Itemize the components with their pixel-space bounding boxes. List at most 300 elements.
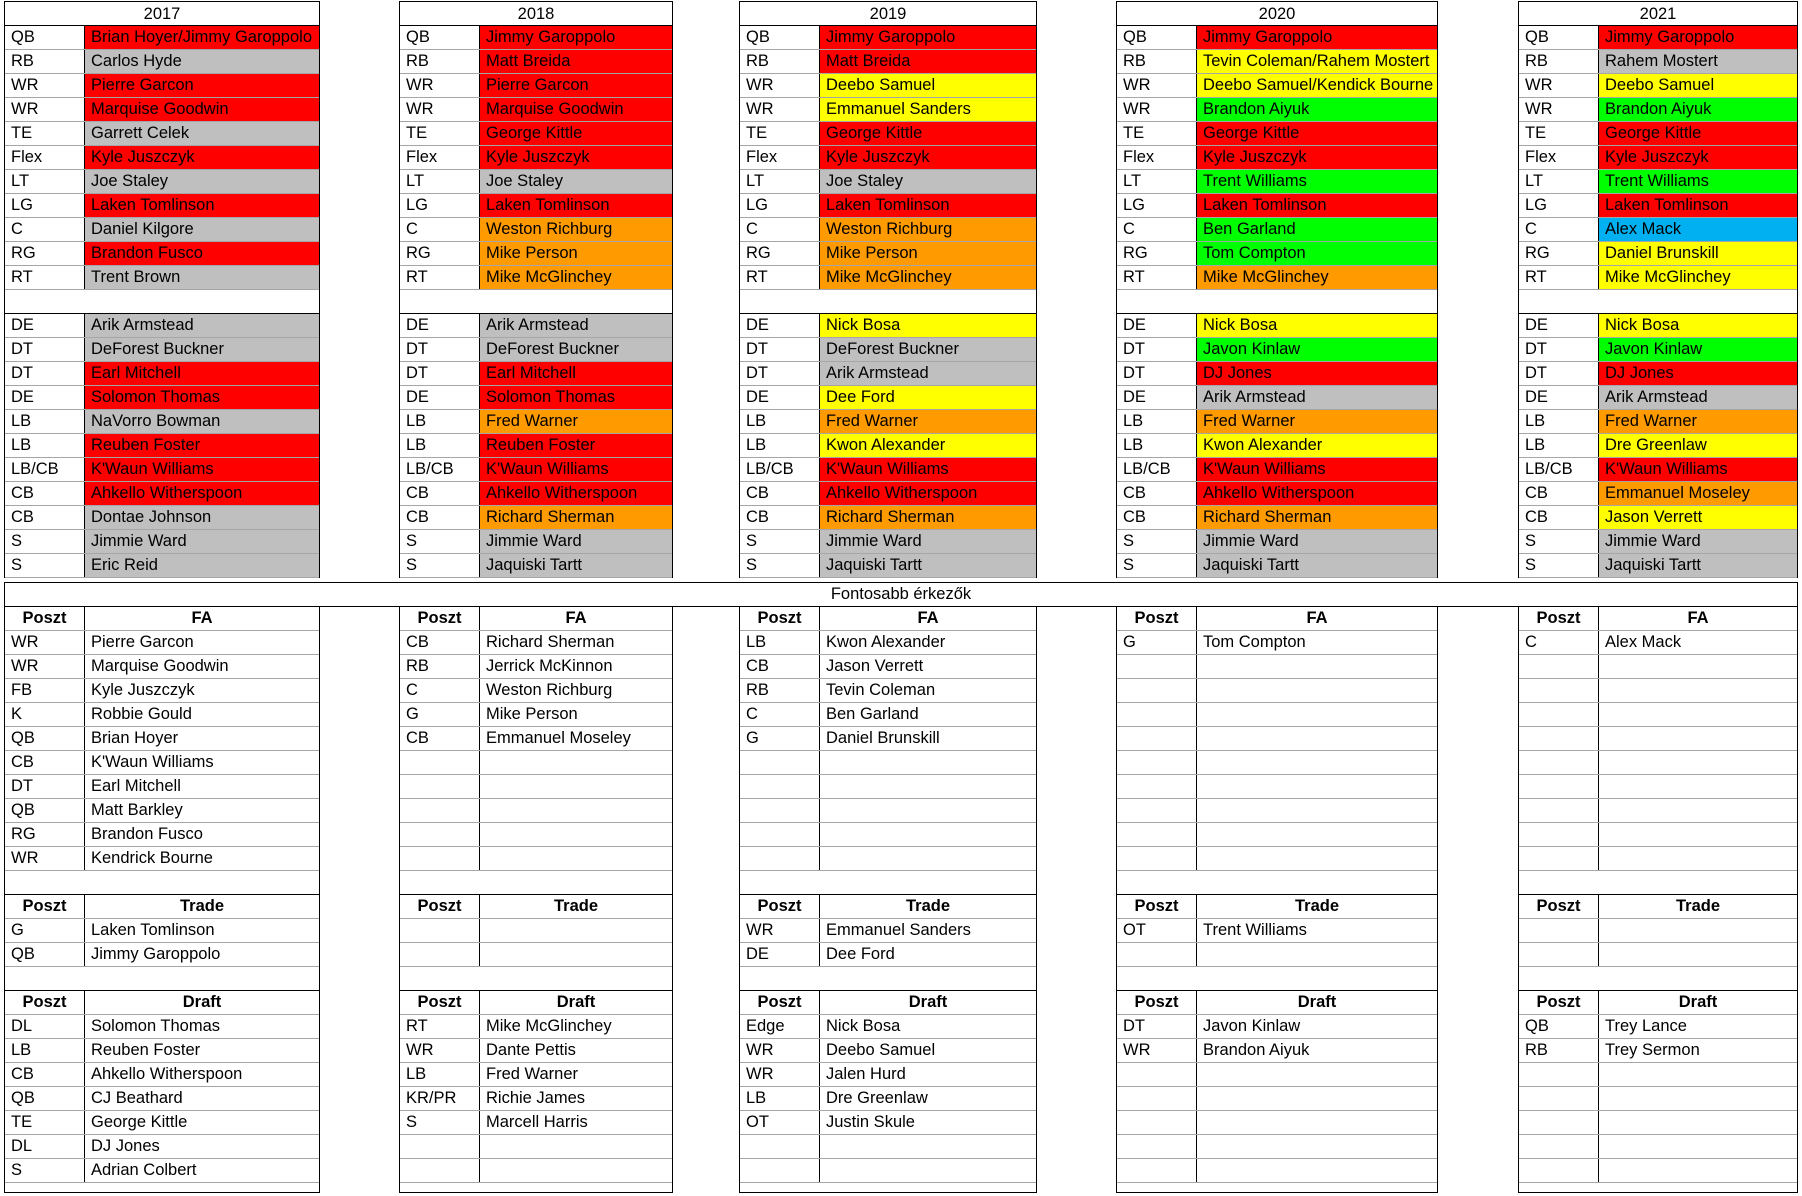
player-cell[interactable] (1599, 1087, 1797, 1110)
player-cell[interactable]: Trey Lance (1605, 1017, 1687, 1035)
position-cell[interactable]: S (5, 554, 85, 577)
player-cell[interactable]: Mike McGlinchey (486, 1017, 612, 1035)
position-cell[interactable]: FB (5, 679, 85, 702)
player-cell[interactable]: Ahkello Witherspoon (1197, 482, 1437, 505)
position-cell[interactable]: LT (1117, 170, 1197, 193)
position-cell[interactable]: WR (1117, 98, 1197, 121)
position-cell[interactable]: DT (5, 362, 85, 385)
player-cell[interactable]: Ben Garland (826, 705, 919, 723)
player-cell[interactable]: Kwon Alexander (820, 434, 1036, 457)
position-cell[interactable] (1117, 775, 1197, 798)
player-cell[interactable]: Trent Williams (1599, 170, 1797, 193)
position-cell[interactable] (1519, 943, 1599, 966)
position-cell[interactable]: CB (400, 482, 480, 505)
position-cell[interactable]: RB (5, 50, 85, 73)
player-cell[interactable] (1197, 943, 1437, 966)
player-cell[interactable]: Richard Sherman (486, 633, 615, 651)
position-cell[interactable]: DL (5, 1135, 85, 1158)
position-cell[interactable]: LB/CB (740, 458, 820, 481)
player-cell[interactable]: Joe Staley (820, 170, 1036, 193)
position-cell[interactable]: DT (1117, 1015, 1197, 1038)
position-cell[interactable] (740, 1159, 820, 1182)
position-cell[interactable]: WR (740, 919, 820, 942)
position-cell[interactable] (1117, 847, 1197, 870)
position-cell[interactable] (1519, 1159, 1599, 1182)
player-cell[interactable]: Tom Compton (1197, 242, 1437, 265)
player-cell[interactable]: Jaquiski Tartt (480, 554, 672, 577)
player-cell[interactable]: Richie James (486, 1089, 586, 1107)
position-cell[interactable]: CB (1519, 506, 1599, 529)
position-cell[interactable] (400, 1135, 480, 1158)
position-cell[interactable] (740, 799, 820, 822)
position-cell[interactable]: WR (400, 1039, 480, 1062)
position-cell[interactable]: Flex (740, 146, 820, 169)
player-cell[interactable]: Arik Armstead (1197, 386, 1437, 409)
position-cell[interactable]: DE (5, 314, 85, 337)
position-cell[interactable]: OT (740, 1111, 820, 1134)
position-cell[interactable]: Flex (400, 146, 480, 169)
player-cell[interactable]: Deebo Samuel (820, 74, 1036, 97)
player-cell[interactable]: Dee Ford (826, 945, 895, 963)
position-cell[interactable] (400, 919, 480, 942)
player-cell[interactable]: Richard Sherman (480, 506, 672, 529)
player-cell[interactable]: Jimmie Ward (480, 530, 672, 553)
player-cell[interactable] (480, 943, 672, 966)
position-cell[interactable]: RB (1117, 50, 1197, 73)
position-cell[interactable] (1519, 1111, 1599, 1134)
position-cell[interactable]: DE (740, 314, 820, 337)
player-cell[interactable] (1197, 727, 1437, 750)
position-cell[interactable]: DE (1117, 314, 1197, 337)
player-cell[interactable]: Jimmy Garoppolo (1197, 26, 1437, 49)
player-cell[interactable]: Kendrick Bourne (91, 849, 213, 867)
player-cell[interactable]: Kyle Juszczyk (1599, 146, 1797, 169)
player-cell[interactable]: Mike Person (486, 705, 578, 723)
position-cell[interactable]: LB (740, 410, 820, 433)
player-cell[interactable]: K'Waun Williams (85, 458, 319, 481)
player-cell[interactable]: Solomon Thomas (85, 386, 319, 409)
player-cell[interactable]: Brandon Aiyuk (1599, 98, 1797, 121)
player-cell[interactable]: Mike McGlinchey (820, 266, 1036, 289)
player-cell[interactable]: Mike Person (480, 242, 672, 265)
position-cell[interactable]: S (400, 1111, 480, 1134)
position-cell[interactable]: DE (1519, 386, 1599, 409)
player-cell[interactable] (1197, 799, 1437, 822)
player-cell[interactable]: Tevin Coleman/Rahem Mostert (1197, 50, 1437, 73)
position-cell[interactable]: RG (1519, 242, 1599, 265)
player-cell[interactable] (820, 751, 1036, 774)
player-cell[interactable]: Marquise Goodwin (91, 657, 229, 675)
position-cell[interactable] (1117, 655, 1197, 678)
position-cell[interactable]: DE (400, 386, 480, 409)
position-cell[interactable]: Edge (740, 1015, 820, 1038)
player-cell[interactable]: Nick Bosa (1599, 314, 1797, 337)
player-cell[interactable]: Jason Verrett (826, 657, 924, 675)
player-cell[interactable]: Robbie Gould (91, 705, 192, 723)
position-cell[interactable]: LB (1117, 434, 1197, 457)
position-cell[interactable]: DT (400, 338, 480, 361)
position-cell[interactable]: RB (740, 679, 820, 702)
player-cell[interactable]: Jimmie Ward (1599, 530, 1797, 553)
player-cell[interactable]: Nick Bosa (820, 314, 1036, 337)
position-cell[interactable]: C (400, 679, 480, 702)
position-cell[interactable] (400, 775, 480, 798)
position-cell[interactable]: CB (5, 751, 85, 774)
player-cell[interactable]: DJ Jones (1197, 362, 1437, 385)
player-cell[interactable]: Earl Mitchell (91, 777, 181, 795)
position-cell[interactable]: LB (5, 410, 85, 433)
player-cell[interactable]: Brian Hoyer (91, 729, 179, 747)
position-cell[interactable]: RB (1519, 50, 1599, 73)
player-cell[interactable]: Eric Reid (85, 554, 319, 577)
player-cell[interactable]: Jaquiski Tartt (1197, 554, 1437, 577)
player-cell[interactable] (1599, 775, 1797, 798)
position-cell[interactable]: K (5, 703, 85, 726)
player-cell[interactable]: Emmanuel Sanders (820, 98, 1036, 121)
player-cell[interactable] (1197, 679, 1437, 702)
player-cell[interactable]: Arik Armstead (85, 314, 319, 337)
position-cell[interactable]: WR (1519, 74, 1599, 97)
position-cell[interactable] (400, 823, 480, 846)
player-cell[interactable] (1599, 943, 1797, 966)
position-cell[interactable]: TE (400, 122, 480, 145)
player-cell[interactable]: K'Waun Williams (1599, 458, 1797, 481)
player-cell[interactable]: K'Waun Williams (91, 753, 214, 771)
position-cell[interactable]: LB (740, 1087, 820, 1110)
player-cell[interactable]: Trey Sermon (1605, 1041, 1700, 1059)
position-cell[interactable]: RT (5, 266, 85, 289)
position-cell[interactable]: KR/PR (400, 1087, 480, 1110)
player-cell[interactable]: Mike McGlinchey (1197, 266, 1437, 289)
player-cell[interactable]: Alex Mack (1599, 218, 1797, 241)
position-cell[interactable]: RB (1519, 1039, 1599, 1062)
player-cell[interactable] (1599, 1135, 1797, 1158)
player-cell[interactable]: Dre Greenlaw (826, 1089, 928, 1107)
position-cell[interactable]: WR (5, 74, 85, 97)
player-cell[interactable]: Nick Bosa (1197, 314, 1437, 337)
player-cell[interactable] (1197, 847, 1437, 870)
player-cell[interactable]: NaVorro Bowman (85, 410, 319, 433)
position-cell[interactable] (1117, 727, 1197, 750)
position-cell[interactable]: C (1117, 218, 1197, 241)
position-cell[interactable]: RG (5, 242, 85, 265)
position-cell[interactable]: S (1117, 554, 1197, 577)
position-cell[interactable]: CB (1117, 482, 1197, 505)
player-cell[interactable]: Deebo Samuel (1599, 74, 1797, 97)
player-cell[interactable]: Richard Sherman (820, 506, 1036, 529)
player-cell[interactable]: Tevin Coleman (826, 681, 936, 699)
position-cell[interactable]: CB (5, 1063, 85, 1086)
player-cell[interactable]: Pierre Garcon (480, 74, 672, 97)
player-cell[interactable]: Matt Breida (480, 50, 672, 73)
position-cell[interactable] (740, 775, 820, 798)
player-cell[interactable]: Solomon Thomas (480, 386, 672, 409)
position-cell[interactable]: CB (740, 482, 820, 505)
position-cell[interactable]: LB (1519, 410, 1599, 433)
position-cell[interactable] (1519, 1063, 1599, 1086)
player-cell[interactable]: Jaquiski Tartt (820, 554, 1036, 577)
player-cell[interactable]: Pierre Garcon (85, 74, 319, 97)
player-cell[interactable]: Fred Warner (486, 1065, 578, 1083)
player-cell[interactable]: Rahem Mostert (1599, 50, 1797, 73)
position-cell[interactable] (1519, 679, 1599, 702)
position-cell[interactable]: RB (400, 655, 480, 678)
player-cell[interactable]: Joe Staley (85, 170, 319, 193)
player-cell[interactable]: Kyle Juszczyk (91, 681, 195, 699)
player-cell[interactable] (820, 847, 1036, 870)
position-cell[interactable] (1519, 823, 1599, 846)
position-cell[interactable]: QB (1519, 1015, 1599, 1038)
player-cell[interactable]: Jimmie Ward (820, 530, 1036, 553)
player-cell[interactable]: Reuben Foster (85, 434, 319, 457)
player-cell[interactable]: Kwon Alexander (1197, 434, 1437, 457)
position-cell[interactable]: WR (1117, 74, 1197, 97)
position-cell[interactable]: DE (400, 314, 480, 337)
player-cell[interactable]: Javon Kinlaw (1197, 338, 1437, 361)
position-cell[interactable] (1519, 1087, 1599, 1110)
player-cell[interactable]: Laken Tomlinson (1599, 194, 1797, 217)
position-cell[interactable] (740, 847, 820, 870)
position-cell[interactable]: DT (400, 362, 480, 385)
player-cell[interactable]: Matt Barkley (91, 801, 183, 819)
player-cell[interactable]: George Kittle (91, 1113, 188, 1131)
position-cell[interactable]: LB (5, 434, 85, 457)
position-cell[interactable]: Flex (1519, 146, 1599, 169)
position-cell[interactable]: LB (1519, 434, 1599, 457)
player-cell[interactable] (1197, 1159, 1437, 1182)
position-cell[interactable] (400, 943, 480, 966)
position-cell[interactable]: C (400, 218, 480, 241)
player-cell[interactable]: Deebo Samuel/Kendick Bourne (1197, 74, 1437, 97)
position-cell[interactable]: C (1519, 631, 1599, 654)
position-cell[interactable]: S (1117, 530, 1197, 553)
position-cell[interactable]: RG (5, 823, 85, 846)
player-cell[interactable]: Brandon Fusco (91, 825, 203, 843)
position-cell[interactable] (1117, 1159, 1197, 1182)
position-cell[interactable]: LB (400, 434, 480, 457)
position-cell[interactable]: RT (400, 266, 480, 289)
player-cell[interactable]: Laken Tomlinson (85, 194, 319, 217)
player-cell[interactable]: Javon Kinlaw (1203, 1017, 1301, 1035)
player-cell[interactable]: Jimmy Garoppolo (480, 26, 672, 49)
player-cell[interactable]: Jaquiski Tartt (1599, 554, 1797, 577)
player-cell[interactable] (820, 823, 1036, 846)
player-cell[interactable]: Marquise Goodwin (480, 98, 672, 121)
position-cell[interactable] (1519, 703, 1599, 726)
player-cell[interactable]: Fred Warner (820, 410, 1036, 433)
player-cell[interactable]: Ahkello Witherspoon (91, 1065, 243, 1083)
player-cell[interactable] (1197, 703, 1437, 726)
player-cell[interactable]: Weston Richburg (480, 218, 672, 241)
player-cell[interactable]: Marcell Harris (486, 1113, 588, 1131)
position-cell[interactable]: DE (5, 386, 85, 409)
position-cell[interactable]: WR (5, 655, 85, 678)
player-cell[interactable] (480, 847, 672, 870)
position-cell[interactable] (1519, 751, 1599, 774)
position-cell[interactable]: LB/CB (400, 458, 480, 481)
position-cell[interactable] (1117, 1135, 1197, 1158)
position-cell[interactable]: TE (740, 122, 820, 145)
player-cell[interactable]: Emmanuel Moseley (1599, 482, 1797, 505)
position-cell[interactable] (1117, 1063, 1197, 1086)
position-cell[interactable]: LT (1519, 170, 1599, 193)
position-cell[interactable]: DT (5, 775, 85, 798)
position-cell[interactable]: QB (1117, 26, 1197, 49)
player-cell[interactable] (1599, 823, 1797, 846)
position-cell[interactable] (1519, 799, 1599, 822)
position-cell[interactable]: WR (400, 74, 480, 97)
position-cell[interactable]: S (400, 530, 480, 553)
position-cell[interactable]: LG (400, 194, 480, 217)
position-cell[interactable]: DT (1117, 338, 1197, 361)
position-cell[interactable]: DE (740, 386, 820, 409)
position-cell[interactable]: WR (740, 74, 820, 97)
position-cell[interactable]: TE (5, 1111, 85, 1134)
player-cell[interactable]: Ben Garland (1197, 218, 1437, 241)
player-cell[interactable]: Trent Williams (1203, 921, 1307, 939)
player-cell[interactable]: DJ Jones (91, 1137, 160, 1155)
player-cell[interactable]: DeForest Buckner (820, 338, 1036, 361)
player-cell[interactable]: Arik Armstead (820, 362, 1036, 385)
player-cell[interactable]: Daniel Kilgore (85, 218, 319, 241)
player-cell[interactable] (1599, 1159, 1797, 1182)
position-cell[interactable] (1117, 679, 1197, 702)
player-cell[interactable] (480, 1135, 672, 1158)
position-cell[interactable]: G (5, 919, 85, 942)
position-cell[interactable]: RT (740, 266, 820, 289)
position-cell[interactable] (740, 823, 820, 846)
player-cell[interactable]: Jerrick McKinnon (486, 657, 613, 675)
position-cell[interactable]: C (1519, 218, 1599, 241)
position-cell[interactable]: LB (400, 1063, 480, 1086)
player-cell[interactable]: K'Waun Williams (820, 458, 1036, 481)
position-cell[interactable] (400, 1159, 480, 1182)
position-cell[interactable]: RB (400, 50, 480, 73)
player-cell[interactable]: Jimmy Garoppolo (91, 945, 221, 963)
player-cell[interactable] (1197, 655, 1437, 678)
player-cell[interactable]: Brandon Aiyuk (1203, 1041, 1310, 1059)
player-cell[interactable] (820, 1135, 1036, 1158)
player-cell[interactable] (820, 775, 1036, 798)
position-cell[interactable]: TE (5, 122, 85, 145)
position-cell[interactable]: OT (1117, 919, 1197, 942)
position-cell[interactable]: QB (5, 26, 85, 49)
player-cell[interactable]: Arik Armstead (480, 314, 672, 337)
player-cell[interactable]: George Kittle (480, 122, 672, 145)
player-cell[interactable]: Mike Person (820, 242, 1036, 265)
player-cell[interactable]: Deebo Samuel (826, 1041, 936, 1059)
position-cell[interactable]: LT (740, 170, 820, 193)
position-cell[interactable]: QB (5, 799, 85, 822)
player-cell[interactable]: DeForest Buckner (85, 338, 319, 361)
player-cell[interactable] (1599, 1111, 1797, 1134)
player-cell[interactable] (480, 919, 672, 942)
player-cell[interactable]: Jimmy Garoppolo (820, 26, 1036, 49)
player-cell[interactable]: Mike McGlinchey (480, 266, 672, 289)
position-cell[interactable] (1117, 823, 1197, 846)
position-cell[interactable]: WR (740, 1063, 820, 1086)
position-cell[interactable]: RT (1117, 266, 1197, 289)
player-cell[interactable]: Carlos Hyde (85, 50, 319, 73)
position-cell[interactable]: RG (740, 242, 820, 265)
position-cell[interactable]: CB (5, 482, 85, 505)
player-cell[interactable]: Jimmie Ward (1197, 530, 1437, 553)
position-cell[interactable]: QB (5, 1087, 85, 1110)
position-cell[interactable]: S (1519, 530, 1599, 553)
position-cell[interactable] (1519, 655, 1599, 678)
player-cell[interactable] (1599, 679, 1797, 702)
player-cell[interactable]: Arik Armstead (1599, 386, 1797, 409)
player-cell[interactable]: Garrett Celek (85, 122, 319, 145)
position-cell[interactable]: S (740, 554, 820, 577)
position-cell[interactable]: LB (5, 1039, 85, 1062)
player-cell[interactable]: Dante Pettis (486, 1041, 576, 1059)
position-cell[interactable]: Flex (1117, 146, 1197, 169)
position-cell[interactable]: TE (1117, 122, 1197, 145)
player-cell[interactable]: Brandon Fusco (85, 242, 319, 265)
player-cell[interactable]: Trent Brown (85, 266, 319, 289)
position-cell[interactable] (740, 751, 820, 774)
player-cell[interactable]: Mike McGlinchey (1599, 266, 1797, 289)
position-cell[interactable] (1117, 1087, 1197, 1110)
position-cell[interactable]: S (400, 554, 480, 577)
player-cell[interactable]: Ahkello Witherspoon (85, 482, 319, 505)
position-cell[interactable] (1117, 703, 1197, 726)
position-cell[interactable]: S (5, 530, 85, 553)
player-cell[interactable]: Kyle Juszczyk (85, 146, 319, 169)
player-cell[interactable]: Marquise Goodwin (85, 98, 319, 121)
player-cell[interactable] (1599, 1063, 1797, 1086)
player-cell[interactable]: CJ Beathard (91, 1089, 183, 1107)
player-cell[interactable]: K'Waun Williams (1197, 458, 1437, 481)
position-cell[interactable]: CB (1519, 482, 1599, 505)
player-cell[interactable]: Kyle Juszczyk (820, 146, 1036, 169)
player-cell[interactable]: Emmanuel Sanders (826, 921, 971, 939)
player-cell[interactable]: Dee Ford (820, 386, 1036, 409)
position-cell[interactable]: CB (740, 655, 820, 678)
position-cell[interactable]: QB (1519, 26, 1599, 49)
player-cell[interactable]: Earl Mitchell (480, 362, 672, 385)
player-cell[interactable] (820, 799, 1036, 822)
player-cell[interactable]: Richard Sherman (1197, 506, 1437, 529)
position-cell[interactable]: CB (5, 506, 85, 529)
player-cell[interactable]: Weston Richburg (486, 681, 613, 699)
player-cell[interactable] (1599, 799, 1797, 822)
player-cell[interactable] (480, 823, 672, 846)
position-cell[interactable]: RG (400, 242, 480, 265)
position-cell[interactable]: S (5, 1159, 85, 1182)
player-cell[interactable]: Daniel Brunskill (1599, 242, 1797, 265)
position-cell[interactable]: LB/CB (1519, 458, 1599, 481)
position-cell[interactable] (400, 751, 480, 774)
position-cell[interactable]: C (740, 218, 820, 241)
player-cell[interactable]: Laken Tomlinson (820, 194, 1036, 217)
position-cell[interactable]: TE (1519, 122, 1599, 145)
player-cell[interactable] (1197, 823, 1437, 846)
position-cell[interactable]: DT (5, 338, 85, 361)
player-cell[interactable] (820, 1159, 1036, 1182)
player-cell[interactable] (1197, 775, 1437, 798)
position-cell[interactable]: CB (740, 506, 820, 529)
player-cell[interactable]: Trent Williams (1197, 170, 1437, 193)
player-cell[interactable] (1599, 919, 1797, 942)
position-cell[interactable]: WR (5, 847, 85, 870)
player-cell[interactable]: Daniel Brunskill (826, 729, 940, 747)
player-cell[interactable]: Jason Verrett (1599, 506, 1797, 529)
player-cell[interactable] (1599, 655, 1797, 678)
position-cell[interactable]: RT (400, 1015, 480, 1038)
player-cell[interactable] (1197, 1063, 1437, 1086)
